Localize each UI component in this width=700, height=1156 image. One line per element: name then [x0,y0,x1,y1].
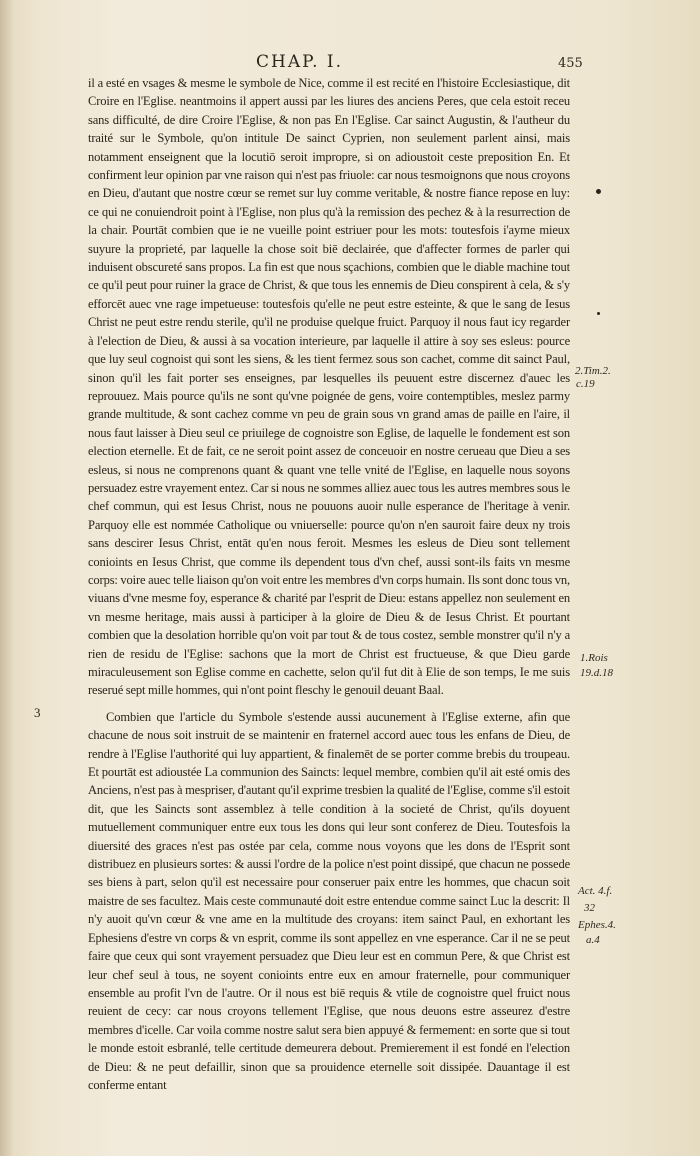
page-number: 455 [558,56,583,71]
margin-note-ephes: Ephes.4. [578,919,616,931]
margin-note-tim: 2.Tim.2. [575,365,611,377]
paragraph-number: 3 [34,705,41,720]
body-text [88,74,570,1094]
margin-note-act: Act. 4.f. [578,885,613,897]
page-header [0,48,700,74]
paragraph-2: Combien que l'article du Symbole s'estende aussi aucunement à l'Eglise externe, afin que chacune de nous soit instruit de se maintenir en fraternel accord auec tous les enfans de Dieu, de rendre à l'Eglise l'authorité qui luy appartient, & finalemēt de se porter comme brebis du troupeau. Et pourtāt est adioustée La communion des Saincts: lequel membre, combien qu'il ait esté omis des Anciens, n'est pas à mespriser, d'autant qu'il exprime tresbien la qualité de l'Eglise, comme s'il estoit dit, que les Saincts sont assemblez à telle condition à la societé de Christ, qu'ils doyuent mutuellement communiquer entre eux tous les dons qui leur sont conferez de Dieu. Toutesfois la diuersité des graces n'est pas ostée par cela, comme nous voyons que les dons de l'Esprit sont distribuez en plusieurs sortes: & aussi l'ordre de la police n'est point dissipé, que chacun ne possede ses biens à part, selon qu'il est necessaire pour conseruer paix entre les hommes, que chacun soit maistre de ses facultez. Mais ceste communauté doit estre entendue comme sainct Luc la descrit: Il n'y auoit qu'vn cœur & vne ame en la multitude des croyans: item sainct Paul, en exhortant les Ephesiens d'estre vn corps & vn esprit, comme ils sont appellez en vne esperance. Car il ne se peut faire que ceux qui sont vrayement persuadez que Dieu leur est en commun Pere, & que Christ est leur chef seul à tous, ne soyent conioints entre eux en amour fraternelle, pour communiquer ensemble au profit l'vn de l'autre. Or il nous est biē requis & vtile de cognoistre quel fruict nous reuient de cecy: car nous croyons tellement l'Eglise, que nous deuons estre asseurez d'estre membres d'icelle. Car voila comme nostre salut sera bien appuyé & fermement: en sorte que si tout le monde estoit esbranlé, telle certitude demeurera debout. Premierement il est fondé en l'election de Dieu: & ne peut defaillir, sinon que sa prouidence eternelle soit dissipée. Dauantage il est conferme entant [88,709,570,1092]
gutter-shadow [0,0,14,1156]
margin-note-act-ref: 32 [584,902,595,914]
running-head: CHAP. I. [256,52,344,72]
margin-note-rois-ref: 19.d.18 [580,667,613,679]
margin-note-rois: 1.Rois [580,652,608,664]
margin-dot-icon [596,189,601,194]
paragraph-1: il a esté en vsages & mesme le symbole de Nice, comme il est recité en l'histoire Ecclesiastique, dit Croire en l'Eglise. neantmoins il appert aussi par les liures des anciens Peres, que cela estoit receu sans difficulté, de dire Croire l'Eglise, & non pas En l'Eglise. Car sainct Augustin, & l'autheur du traité sur le Symbole, qu'on intitule De sainct Cyprien, non seulement parlent ainsi, mais notamment enseignent que la locutiō seroit impropre, si on adioustoit ceste preposition En. Et confirment leur opinion par vne raison qui n'est pas friuole: car nous tesmoignons que nous croyons en Dieu, d'autant que nostre cœur se remet sur luy comme veritable, & nostre fiance repose en luy: ce qui ne conuiendroit point à l'Eglise, non plus qu'à la remission des pechez & à la resurrection de la chair. Pourtāt combien que ie ne vueille point estriuer pour les mots: toutesfois i'ayme mieux suyure la proprieté, par laquelle la chose soit biē declairée, que d'affecter formes de parler qui induisent obscureté sans propos. La fin est que nous sçachions, combien que le diable machine tout ce qu'il peut pour ruiner la grace de Christ, & que tous les ennemis de Dieu conspirent à cela, & s'y efforcēt auec vne rage impetueuse: toutesfois qu'elle ne peut estre esteinte, & que le sang de Iesus Christ ne peut estre rendu sterile, qu'il ne produise quelque fruict. Parquoy il nous faut icy regarder à l'election de Dieu, & aussi à sa vocation interieure, par laquelle il attire à soy ses esleus: pource que luy seul cognoist qui sont les siens, & les tient fermez sous son cachet, comme dit sainct Paul, sinon qu'il les fait porter ses enseignes, par lesquelles ils peuuent estre discernez d'auec les reprouuez. Mais pource qu'ils ne sont qu'vne poignée de gens, voire contemptibles, meslez parmy grande multitude, & sont cachez comme vn peu de grain sous vn grand amas de paille en l'aire, il nous faut laisser à Dieu seul ce priuilege de cognoistre son Eglise, de laquelle le fondement est son election eternelle. Et de fait, ce ne seroit point assez de conceuoir en nostre cerueau que Dieu a ses esleus, si nous ne comprenons quant & quant vne telle vnité de l'Eglise, en laquelle nous soyons persuadez estre vrayement entez. Car si nous ne sommes alliez auec tous les autres membres sous le chef commun, qui est Iesus Christ, nous ne pouuons auoir nulle esperance de l'heritage à venir. Parquoy elle est nommée Catholique ou vniuerselle: pource qu'on n'en sauroit faire deux ny trois sans descirer Iesus Christ, entāt qu'en nous feroit. Mesmes les esleus de Dieu sont tellement conioints en Iesus Christ, que comme ils dependent tous d'vn chef, aussi sont-ils faits vn mesme corps: voire auec telle liaison qu'on voit entre les membres d'vn corps humain. Ils sont donc tous vn, viuans d'vne mesme foy, esperance & charité par l'esprit de Dieu: estans appellez non seulement en vn mesme heritage, mais aussi à participer à la gloire de Dieu & de Iesus Christ. Et pourtant combien que la desolation horrible qu'on voit par tout & de tous costez, semble monstrer qu'il n'y a rien de residu de l'Eglise: sachons que la mort de Christ est fructueuse, & que Dieu garde miraculeusement son Eglise comme en cachette, selon qu'il fut dit à Elie de son temps, Ie me suis reserué sept mille hommes, qui n'ont point fleschy le genouil deuant Baal. [88,76,570,698]
margin-note-ephes-ref: a.4 [586,934,600,946]
margin-note-c19: c.19 [576,378,595,390]
margin-dot-icon [597,312,600,315]
